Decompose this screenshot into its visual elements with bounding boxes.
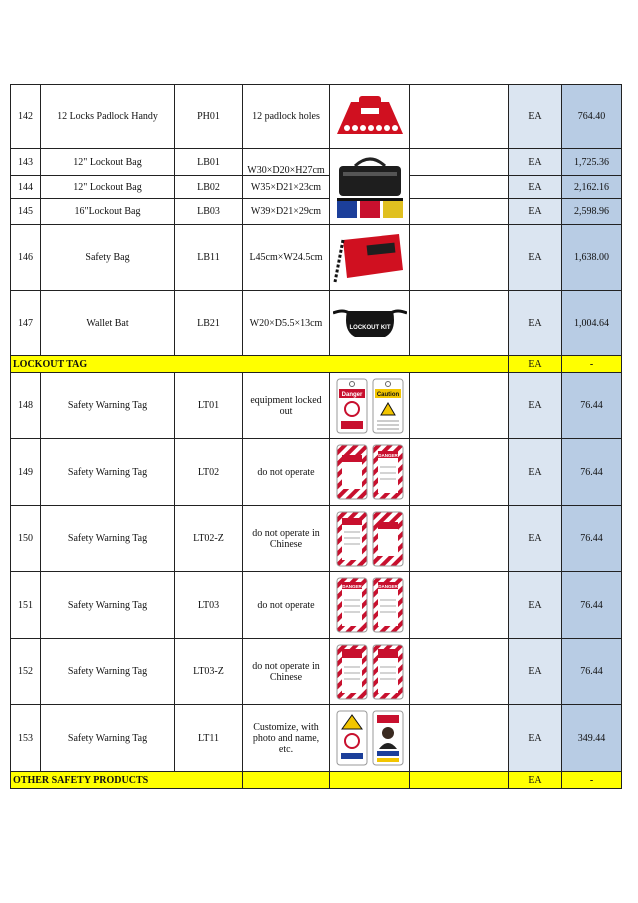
price-cell: 1,004.64 xyxy=(562,291,622,356)
price-cell: 76.44 xyxy=(562,639,622,705)
price-cell: 2,598.96 xyxy=(562,199,622,225)
unit-cell: EA xyxy=(509,356,562,373)
product-spec: W39×D21×29cm xyxy=(243,199,330,225)
table-row xyxy=(11,85,622,149)
unit-cell: EA xyxy=(509,199,562,225)
blank-cell xyxy=(410,506,509,572)
product-name: Safety Warning Tag xyxy=(41,506,175,572)
section-blank xyxy=(330,772,410,789)
section-title: OTHER SAFETY PRODUCTS xyxy=(11,772,243,789)
blank-cell xyxy=(410,176,509,199)
section-blank xyxy=(410,772,509,789)
blank-cell xyxy=(410,85,509,149)
unit-cell: EA xyxy=(509,85,562,149)
red-safety-bag-icon xyxy=(333,230,407,286)
product-image xyxy=(330,85,410,149)
table-row xyxy=(11,639,622,705)
product-image xyxy=(330,225,410,291)
table-row xyxy=(11,225,622,291)
price-cell: 1,725.36 xyxy=(562,149,622,176)
unit-cell: EA xyxy=(509,291,562,356)
product-spec: do not operate in Chinese xyxy=(243,639,330,705)
unit-cell: EA xyxy=(509,572,562,639)
product-spec: do not operate xyxy=(243,572,330,639)
product-code: LT03-Z xyxy=(175,639,243,705)
price-cell: 349.44 xyxy=(562,705,622,772)
tool-bag-icon xyxy=(333,152,407,222)
product-name: Safety Warning Tag xyxy=(41,639,175,705)
item-number: 149 xyxy=(11,439,41,506)
blank-cell xyxy=(410,705,509,772)
price-list-table xyxy=(10,84,622,789)
product-name: Safety Bag xyxy=(41,225,175,291)
product-spec: Customize, with photo and name, etc. xyxy=(243,705,330,772)
product-spec-text: W30×D20×H27cm xyxy=(247,164,325,176)
item-number: 144 xyxy=(11,176,41,199)
price-cell: 76.44 xyxy=(562,439,622,506)
product-spec: equipment locked out xyxy=(243,373,330,439)
unit-cell: EA xyxy=(509,705,562,772)
product-code: PH01 xyxy=(175,85,243,149)
unit-cell: EA xyxy=(509,225,562,291)
price-cell: 76.44 xyxy=(562,506,622,572)
photo-id-tags-icon xyxy=(333,709,407,767)
product-name: 12" Lockout Bag xyxy=(41,176,175,199)
product-name: 16"Lockout Bag xyxy=(41,199,175,225)
product-name: Safety Warning Tag xyxy=(41,439,175,506)
product-image xyxy=(330,373,410,439)
product-image xyxy=(330,439,410,506)
product-image xyxy=(330,705,410,772)
caution-tag-label: Caution xyxy=(376,391,400,398)
product-spec: W20×D5.5×13cm xyxy=(243,291,330,356)
product-image xyxy=(330,149,410,225)
danger-tag-label: Danger xyxy=(341,391,363,398)
item-number: 148 xyxy=(11,373,41,439)
product-name: 12 Locks Padlock Handy xyxy=(41,85,175,149)
price-cell: 76.44 xyxy=(562,373,622,439)
section-header-other-safety-products xyxy=(11,772,622,789)
product-code: LB11 xyxy=(175,225,243,291)
unit-cell: EA xyxy=(509,506,562,572)
item-number: 145 xyxy=(11,199,41,225)
product-name: Safety Warning Tag xyxy=(41,572,175,639)
item-number: 150 xyxy=(11,506,41,572)
product-image xyxy=(330,291,410,356)
product-name: 12" Lockout Bag xyxy=(41,149,175,176)
unit-cell: EA xyxy=(509,772,562,789)
waist-bag-icon xyxy=(333,303,407,343)
danger-tag-label: DANGER xyxy=(378,453,398,458)
product-code: LB21 xyxy=(175,291,243,356)
product-code: LB03 xyxy=(175,199,243,225)
item-number: 143 xyxy=(11,149,41,176)
blank-cell xyxy=(410,149,509,176)
blank-cell xyxy=(410,639,509,705)
table-row xyxy=(11,439,622,506)
product-spec: do not operate in Chinese xyxy=(243,506,330,572)
blank-cell xyxy=(410,199,509,225)
table-row xyxy=(11,149,622,176)
table-row xyxy=(11,572,622,639)
product-code: LT02-Z xyxy=(175,506,243,572)
striped-danger-tags-icon xyxy=(333,510,407,568)
product-code: LT11 xyxy=(175,705,243,772)
waist-bag-label: LOCKOUT KIT xyxy=(349,325,391,331)
item-number: 146 xyxy=(11,225,41,291)
blank-cell xyxy=(410,291,509,356)
product-code: LB02 xyxy=(175,176,243,199)
price-cell: 76.44 xyxy=(562,572,622,639)
blank-cell xyxy=(410,225,509,291)
unit-cell: EA xyxy=(509,149,562,176)
price-cell: 2,162.16 xyxy=(562,176,622,199)
product-name: Safety Warning Tag xyxy=(41,373,175,439)
blank-cell xyxy=(410,439,509,506)
section-title: LOCKOUT TAG xyxy=(11,356,509,373)
unit-cell: EA xyxy=(509,639,562,705)
product-spec: L45cm×W24.5cm xyxy=(243,225,330,291)
product-image xyxy=(330,639,410,705)
unit-cell: EA xyxy=(509,439,562,506)
unit-cell: EA xyxy=(509,176,562,199)
price-cell: 764.40 xyxy=(562,85,622,149)
item-number: 151 xyxy=(11,572,41,639)
table-row xyxy=(11,506,622,572)
red-lockout-handle-icon xyxy=(333,94,407,140)
danger-tag-label: DANGER xyxy=(342,584,362,589)
product-code: LT01 xyxy=(175,373,243,439)
blank-cell xyxy=(410,373,509,439)
item-number: 152 xyxy=(11,639,41,705)
item-number: 142 xyxy=(11,85,41,149)
table-row xyxy=(11,705,622,772)
price-cell: 1,638.00 xyxy=(562,225,622,291)
item-number: 153 xyxy=(11,705,41,772)
blank-cell xyxy=(410,572,509,639)
danger-tag-label: DANGER xyxy=(378,584,398,589)
striped-danger-tags-icon xyxy=(333,643,407,701)
table-row xyxy=(11,199,622,225)
price-cell: - xyxy=(562,772,622,789)
product-spec: 12 padlock holes xyxy=(243,85,330,149)
striped-danger-tags-icon xyxy=(333,576,407,634)
table-row xyxy=(11,176,622,199)
product-image xyxy=(330,572,410,639)
striped-danger-tags-icon xyxy=(333,443,407,501)
product-image xyxy=(330,506,410,572)
price-cell: - xyxy=(562,356,622,373)
section-header-lockout-tag xyxy=(11,356,622,373)
item-number: 147 xyxy=(11,291,41,356)
table-row xyxy=(11,373,622,439)
danger-caution-tags-icon xyxy=(333,377,407,435)
product-code: LT02 xyxy=(175,439,243,506)
product-code: LB01 xyxy=(175,149,243,176)
unit-cell: EA xyxy=(509,373,562,439)
product-name: Wallet Bat xyxy=(41,291,175,356)
product-name: Safety Warning Tag xyxy=(41,705,175,772)
section-blank xyxy=(243,772,330,789)
product-code: LT03 xyxy=(175,572,243,639)
product-spec: do not operate xyxy=(243,439,330,506)
product-spec: W35×D21×23cm xyxy=(243,176,330,199)
table-row xyxy=(11,291,622,356)
product-spec xyxy=(243,149,330,176)
